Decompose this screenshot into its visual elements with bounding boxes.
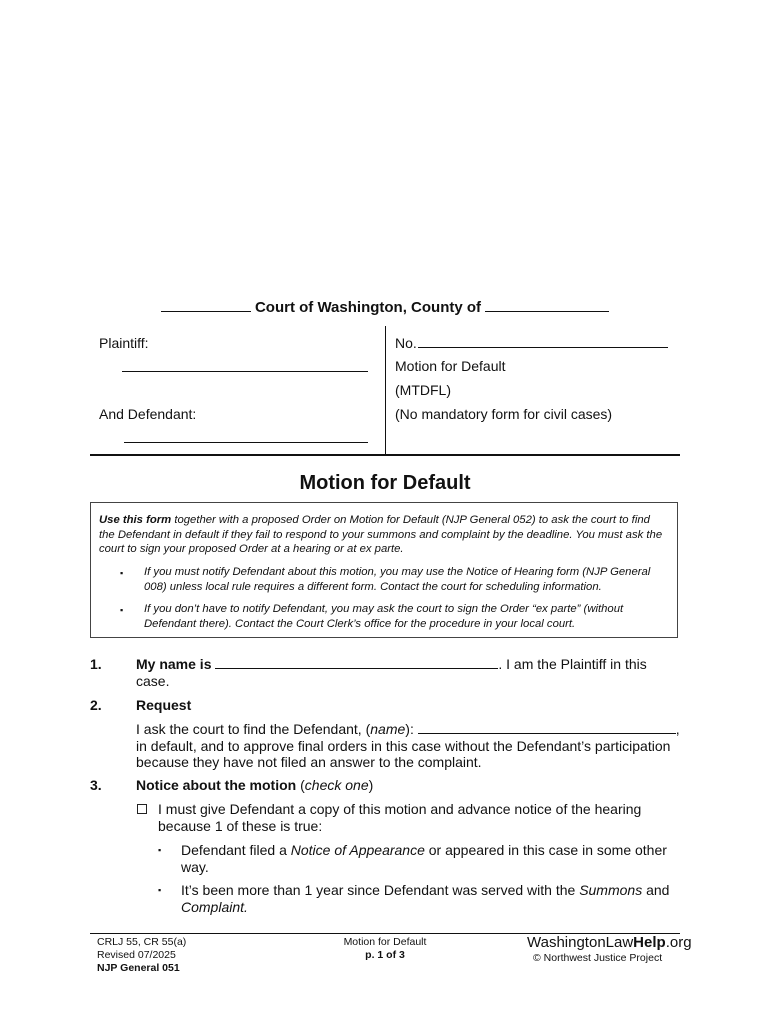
my-name-line2: case. [136, 672, 170, 689]
reason-1-italic: Notice of Appearance [290, 842, 425, 858]
document-title: Motion for Default [299, 472, 471, 494]
reason-2-a: It’s been more than 1 year since Defendant was served with the [181, 882, 576, 898]
footer-title: Motion for Default [343, 936, 427, 948]
defendant-name-field[interactable] [124, 442, 368, 443]
plaintiff-name-input[interactable] [215, 656, 498, 669]
request-line1-a: I ask the court to find the Defendant, ( [136, 721, 371, 737]
my-name-suffix: . I am the Plaintiff in this [498, 656, 647, 672]
instructions-lead [99, 513, 674, 557]
reason-1-line2: way. [181, 858, 209, 875]
case-number-field[interactable] [418, 347, 668, 348]
caption-form-code: (MTDFL) [395, 382, 451, 398]
my-name-label: My name is [136, 656, 212, 672]
request-line1-end: , [675, 721, 680, 737]
notice-heading-line [136, 777, 373, 794]
item-number-3: 3. [90, 777, 102, 793]
defendant-label: And Defendant: [99, 406, 197, 422]
footer-form-number: NJP General 051 [97, 962, 180, 974]
reason-2-b: and [646, 882, 670, 898]
item-1-text [136, 656, 647, 689]
notice-check-one: check one [304, 777, 369, 793]
plaintiff-label: Plaintiff: [99, 335, 149, 351]
logo-part-help: Help [633, 934, 666, 951]
instructions-lead-line1: together with a proposed Order on Motion for Default (NJP General 052) to ask the court to find [174, 514, 650, 526]
must-notify-line2: because 1 of these is true: [158, 817, 323, 834]
washingtonlawhelp-logo [527, 934, 692, 951]
court-name-blank[interactable] [161, 299, 251, 312]
item-number-1: 1. [90, 656, 102, 672]
court-heading [0, 299, 770, 316]
must-notify-line1: I must give Defendant a copy of this motion and advance notice of the hearing [158, 801, 642, 817]
footer-copyright: © Northwest Justice Project [533, 952, 663, 964]
plaintiff-name-field[interactable] [122, 371, 368, 372]
request-line2: in default, and to approve final orders in this case without the Defendant’s participation [136, 737, 671, 754]
request-line1-b: ): [405, 721, 414, 737]
reason-1-a: Defendant filed a [181, 842, 287, 858]
footer-left [97, 936, 186, 975]
reason-bullet-2: ▪ [158, 885, 162, 895]
instructions-lead-bold: Use this form [99, 514, 172, 526]
logo-part-org: .org [665, 934, 692, 951]
footer-rule-citation: CRLJ 55, CR 55(a) [97, 936, 187, 948]
county-blank[interactable] [485, 299, 609, 312]
request-name-word: name [370, 721, 406, 737]
footer-revised: Revised 07/2025 [97, 949, 176, 961]
court-heading-text: Court of Washington, County of [254, 299, 482, 316]
request-text [136, 721, 680, 771]
reason-bullet-1: ▪ [158, 845, 162, 855]
request-line3: because they have not filed an answer to the complaint. [136, 754, 482, 770]
instructions-bullet-1: ▪ [120, 568, 124, 578]
reason-2-line2: Complaint. [181, 898, 248, 915]
footer-page-number: p. 1 of 3 [365, 949, 405, 961]
logo-part-a: WashingtonLaw [527, 934, 634, 951]
reason-2-italic: Summons [579, 882, 643, 898]
instructions-item-2 [144, 602, 623, 631]
must-notify-text [158, 801, 641, 834]
case-number-label: No. [395, 335, 417, 351]
instructions-lead-line2: the Defendant in default if they fail to respond to your summons and complaint by the deadline. You must ask the [99, 528, 663, 541]
must-notify-checkbox[interactable] [137, 804, 147, 814]
instructions-item-1-line2: 008) unless local rule requires a different form. Contact the court for scheduling information. [144, 580, 602, 593]
defendant-name-input[interactable] [418, 721, 676, 734]
caption-divider [385, 326, 386, 454]
notice-paren-open: ( [300, 777, 305, 793]
instructions-item-1-line1: If you must notify Defendant about this motion, you may use the Notice of Hearing form (NJP General [144, 566, 651, 578]
notice-paren-close: ) [368, 777, 374, 793]
reason-2-text [181, 882, 669, 915]
instructions-item-2-line1: If you don’t have to notify Defendant, you may ask the court to sign the Order “ex parte” (without [144, 603, 624, 615]
reason-1-b: or appeared in this case in some other [428, 842, 667, 858]
notice-heading: Notice about the motion [136, 777, 297, 793]
instructions-lead-line3: court to sign your proposed Order at a hearing or at ex parte. [99, 543, 404, 555]
footer-center [310, 936, 460, 962]
caption-motion-title: Motion for Default [395, 358, 506, 374]
instructions-bullet-2: ▪ [120, 605, 124, 615]
reason-1-text [181, 842, 667, 875]
instructions-item-1 [144, 565, 650, 594]
instructions-item-2-line2: Defendant there). Contact the Court Clerk’s office for the procedure in your local court. [144, 617, 576, 630]
item-number-2: 2. [90, 697, 102, 713]
request-heading: Request [136, 697, 192, 713]
caption-note: (No mandatory form for civil cases) [395, 406, 613, 422]
